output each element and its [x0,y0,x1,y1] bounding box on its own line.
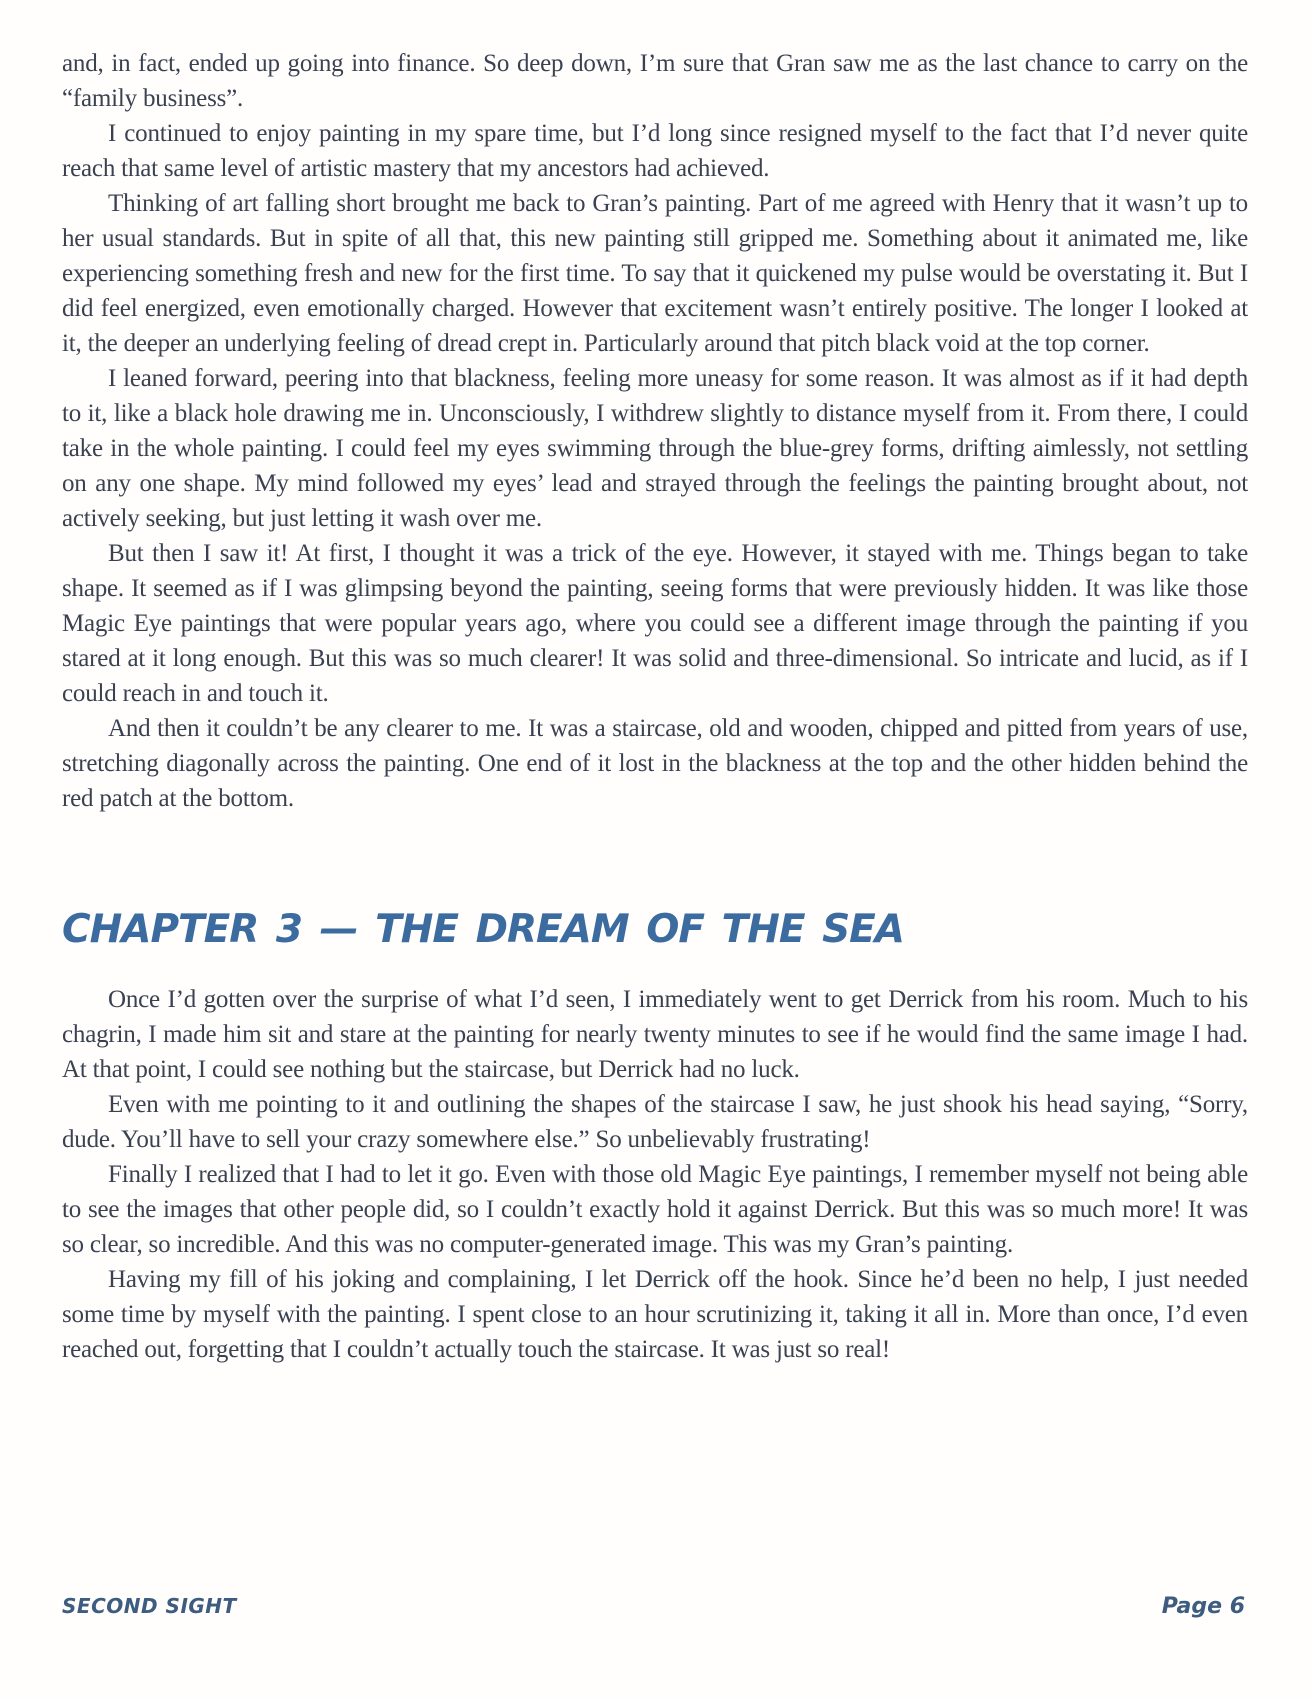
paragraph: Even with me pointing to it and outlining the shapes of the staircase I saw, he just shook his head saying, “Sorry, dude. You’ll have to sell your crazy somewhere else.” So unbelievably frustrating! [62,1091,1248,1153]
paragraph: Thinking of art falling short brought me back to Gran’s painting. Part of me agreed with Henry that it wasn’t up to her usual standards. But in spite of all that, this new painting still gripped me. Something about it animated me, like experiencing something fresh and new for the first time. To say that it quickened my pulse would be overstating it. But I did feel energized, even emotionally charged. However that excitement wasn’t entirely positive. The longer I looked at it, the deeper an underlying feeling of dread crept in. Particularly around that pitch black void at the top corner. [62,190,1248,357]
paragraph: Finally I realized that I had to let it go. Even with those old Magic Eye paintings, I remember myself not being able to see the images that other people did, so I couldn’t exactly hold it against Derrick. But this was so much more! It was so clear, so incredible. And this was no computer-generated image. This was my Gran’s painting. [62,1161,1248,1258]
paragraph-continuation: and, in fact, ended up going into finance. So deep down, I’m sure that Gran saw me as the last chance to carry on the “family business”. [62,50,1248,112]
page-footer [62,1594,1245,1619]
chapter-heading: CHAPTER 3 — THE DREAM OF THE SEA [62,907,904,952]
footer-page-number: Page 6 [1161,1594,1245,1619]
paragraph: And then it couldn’t be any clearer to me. It was a staircase, old and wooden, chipped and pitted from years of use, stretching diagonally across the painting. One end of it lost in the blackness at the top and the other hidden behind the red patch at the bottom. [62,715,1248,812]
paragraph: Once I’d gotten over the surprise of what I’d seen, I immediately went to get Derrick from his room. Much to his chagrin, I made him sit and stare at the painting for nearly twenty minutes to see if he would find the same image I had. At that point, I could see nothing but the staircase, but Derrick had no luck. [62,986,1248,1083]
paragraph: I leaned forward, peering into that blackness, feeling more uneasy for some reason. It was almost as if it had depth to it, like a black hole drawing me in. Unconsciously, I withdrew slightly to distance myself from it. From there, I could take in the whole painting. I could feel my eyes swimming through the blue-grey forms, drifting aimlessly, not settling on any one shape. My mind followed my eyes’ lead and strayed through the feelings the painting brought about, not actively seeking, but just letting it wash over me. [62,365,1248,532]
page-content [62,46,1248,1367]
footer-running-title: SECOND SIGHT [62,1594,237,1618]
paragraph: I continued to enjoy painting in my spare time, but I’d long since resigned myself to the fact that I’d never quite reach that same level of artistic mastery that my ancestors had achieved. [62,120,1248,182]
paragraph: But then I saw it! At first, I thought it was a trick of the eye. However, it stayed with me. Things began to take shape. It seemed as if I was glimpsing beyond the painting, seeing forms that were previously hidden. It was like those Magic Eye paintings that were popular years ago, where you could see a different image through the painting if you stared at it long enough. But this was so much clearer! It was solid and three-dimensional. So intricate and lucid, as if I could reach in and touch it. [62,540,1248,707]
paragraph: Having my fill of his joking and complaining, I let Derrick off the hook. Since he’d been no help, I just needed some time by myself with the painting. I spent close to an hour scrutinizing it, taking it all in. More than once, I’d even reached out, forgetting that I couldn’t actually touch the staircase. It was just so real! [62,1266,1248,1363]
